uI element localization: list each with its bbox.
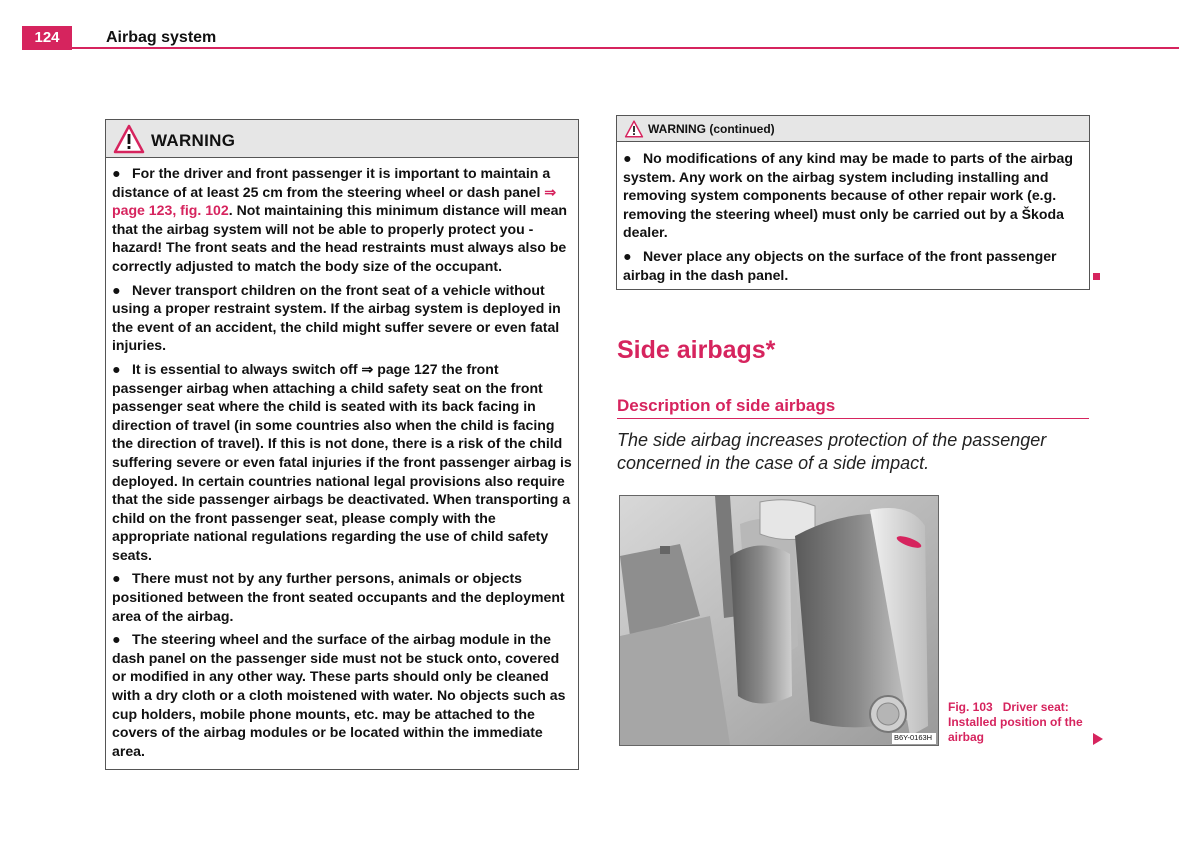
warning-continued-box xyxy=(616,115,1090,290)
arrow-right-icon xyxy=(1093,733,1103,745)
warning-item xyxy=(112,630,572,760)
warning-item xyxy=(112,360,572,565)
warning-item-text: It is essential to always switch off ⇒ page 127 the front passenger airbag when attaching a child safety seat on the front passenger seat where the child is seated with its back facing in direction of travel (in some countries also when the child is facing the direction of travel). If this is not done, there is a risk of the child suffering severe or even fatal injuries if the front passenger airbag is deployed. In certain countries national legal provisions also require that the side passenger airbags be deactivated. When transporting a child on the front passenger seat, please comply with the appropriate national regulations regarding the use of child safety seats. xyxy=(112,360,572,563)
figure-driver-seat xyxy=(619,495,939,746)
warning-item-text: The steering wheel and the surface of the airbag module in the dash panel on the passenger side must not be stuck onto, covered or modified in any other way. These parts should only be cleaned with a dry cloth or a cloth moistened with water. No objects such as cup holders, mobile phone mounts, etc. may be attached to the covers of the airbag modules or be located within the immediate area. xyxy=(112,631,566,759)
warning-item-text: Never place any objects on the surface of the front passenger airbag in the dash panel. xyxy=(623,247,1057,283)
warning-continued-title: WARNING (continued) xyxy=(648,122,775,136)
page-reference-link[interactable]: ⇒ page 123, fig. 102 xyxy=(112,183,557,219)
page-header-title: Airbag system xyxy=(106,29,217,46)
warning-item-text: . Not maintaining this minimum distance will mean that the airbag system will not be able to properly protect you - hazard! The front seats and the head restraints must always also be correctly adjusted to match the body size of the occupant. xyxy=(112,202,568,274)
warning-item-text: No modifications of any kind may be made to parts of the airbag system. Any work on the airbag system including installing and removing system components because of other repair work (e.g. removing the steering wheel) must only be carried out by a Škoda dealer. xyxy=(623,150,1073,241)
warning-triangle-icon xyxy=(624,120,644,138)
bullet-icon: ● xyxy=(623,150,632,166)
warning-box xyxy=(105,119,579,770)
seat-illustration xyxy=(620,496,938,745)
warning-item xyxy=(623,149,1083,242)
intro-text: The side airbag increases protection of the passenger concerned in the case of a side impact. xyxy=(617,430,1047,473)
warning-item-text: Never transport children on the front seat of a vehicle without using a proper restraint system. If the airbag system is deployed in the event of an accident, the child might suffer severe or even fatal injuries. xyxy=(112,281,561,354)
bullet-icon: ● xyxy=(112,570,121,587)
bullet-icon: ● xyxy=(112,281,121,298)
warning-item-text: For the driver and front passenger it is important to maintain a distance of at least 25 cm from the steering wheel or dash panel xyxy=(112,165,551,200)
bullet-icon: ● xyxy=(112,165,121,181)
warning-item xyxy=(112,164,572,276)
warning-item xyxy=(112,569,572,625)
warning-header xyxy=(106,120,578,158)
section-end-square xyxy=(1093,273,1100,280)
figure-caption xyxy=(948,700,1093,745)
warning-continued-body xyxy=(617,142,1089,284)
header-rule xyxy=(72,47,1179,49)
figure-code: B6Y-0163H xyxy=(894,733,933,742)
warning-triangle-icon xyxy=(113,124,145,154)
warning-item-text: There must not by any further persons, animals or objects positioned between the front seated occupants and the deployment area of the airbag. xyxy=(112,570,565,624)
bullet-icon: ● xyxy=(112,360,121,377)
warning-item xyxy=(112,281,572,355)
warning-body xyxy=(106,158,578,760)
page-number: 124 xyxy=(22,26,72,50)
figure-caption-text: Driver seat: Installed position of the airbag xyxy=(948,700,1083,744)
section-heading: Side airbags* xyxy=(617,336,776,364)
subsection-rule xyxy=(617,418,1089,419)
warning-item xyxy=(623,247,1083,284)
figure-caption-number: Fig. 103 xyxy=(948,700,993,714)
warning-title: WARNING xyxy=(151,131,236,150)
subsection-heading: Description of side airbags xyxy=(617,396,836,415)
bullet-icon: ● xyxy=(623,247,632,264)
warning-continued-header xyxy=(617,116,1089,142)
bullet-icon: ● xyxy=(112,631,121,648)
